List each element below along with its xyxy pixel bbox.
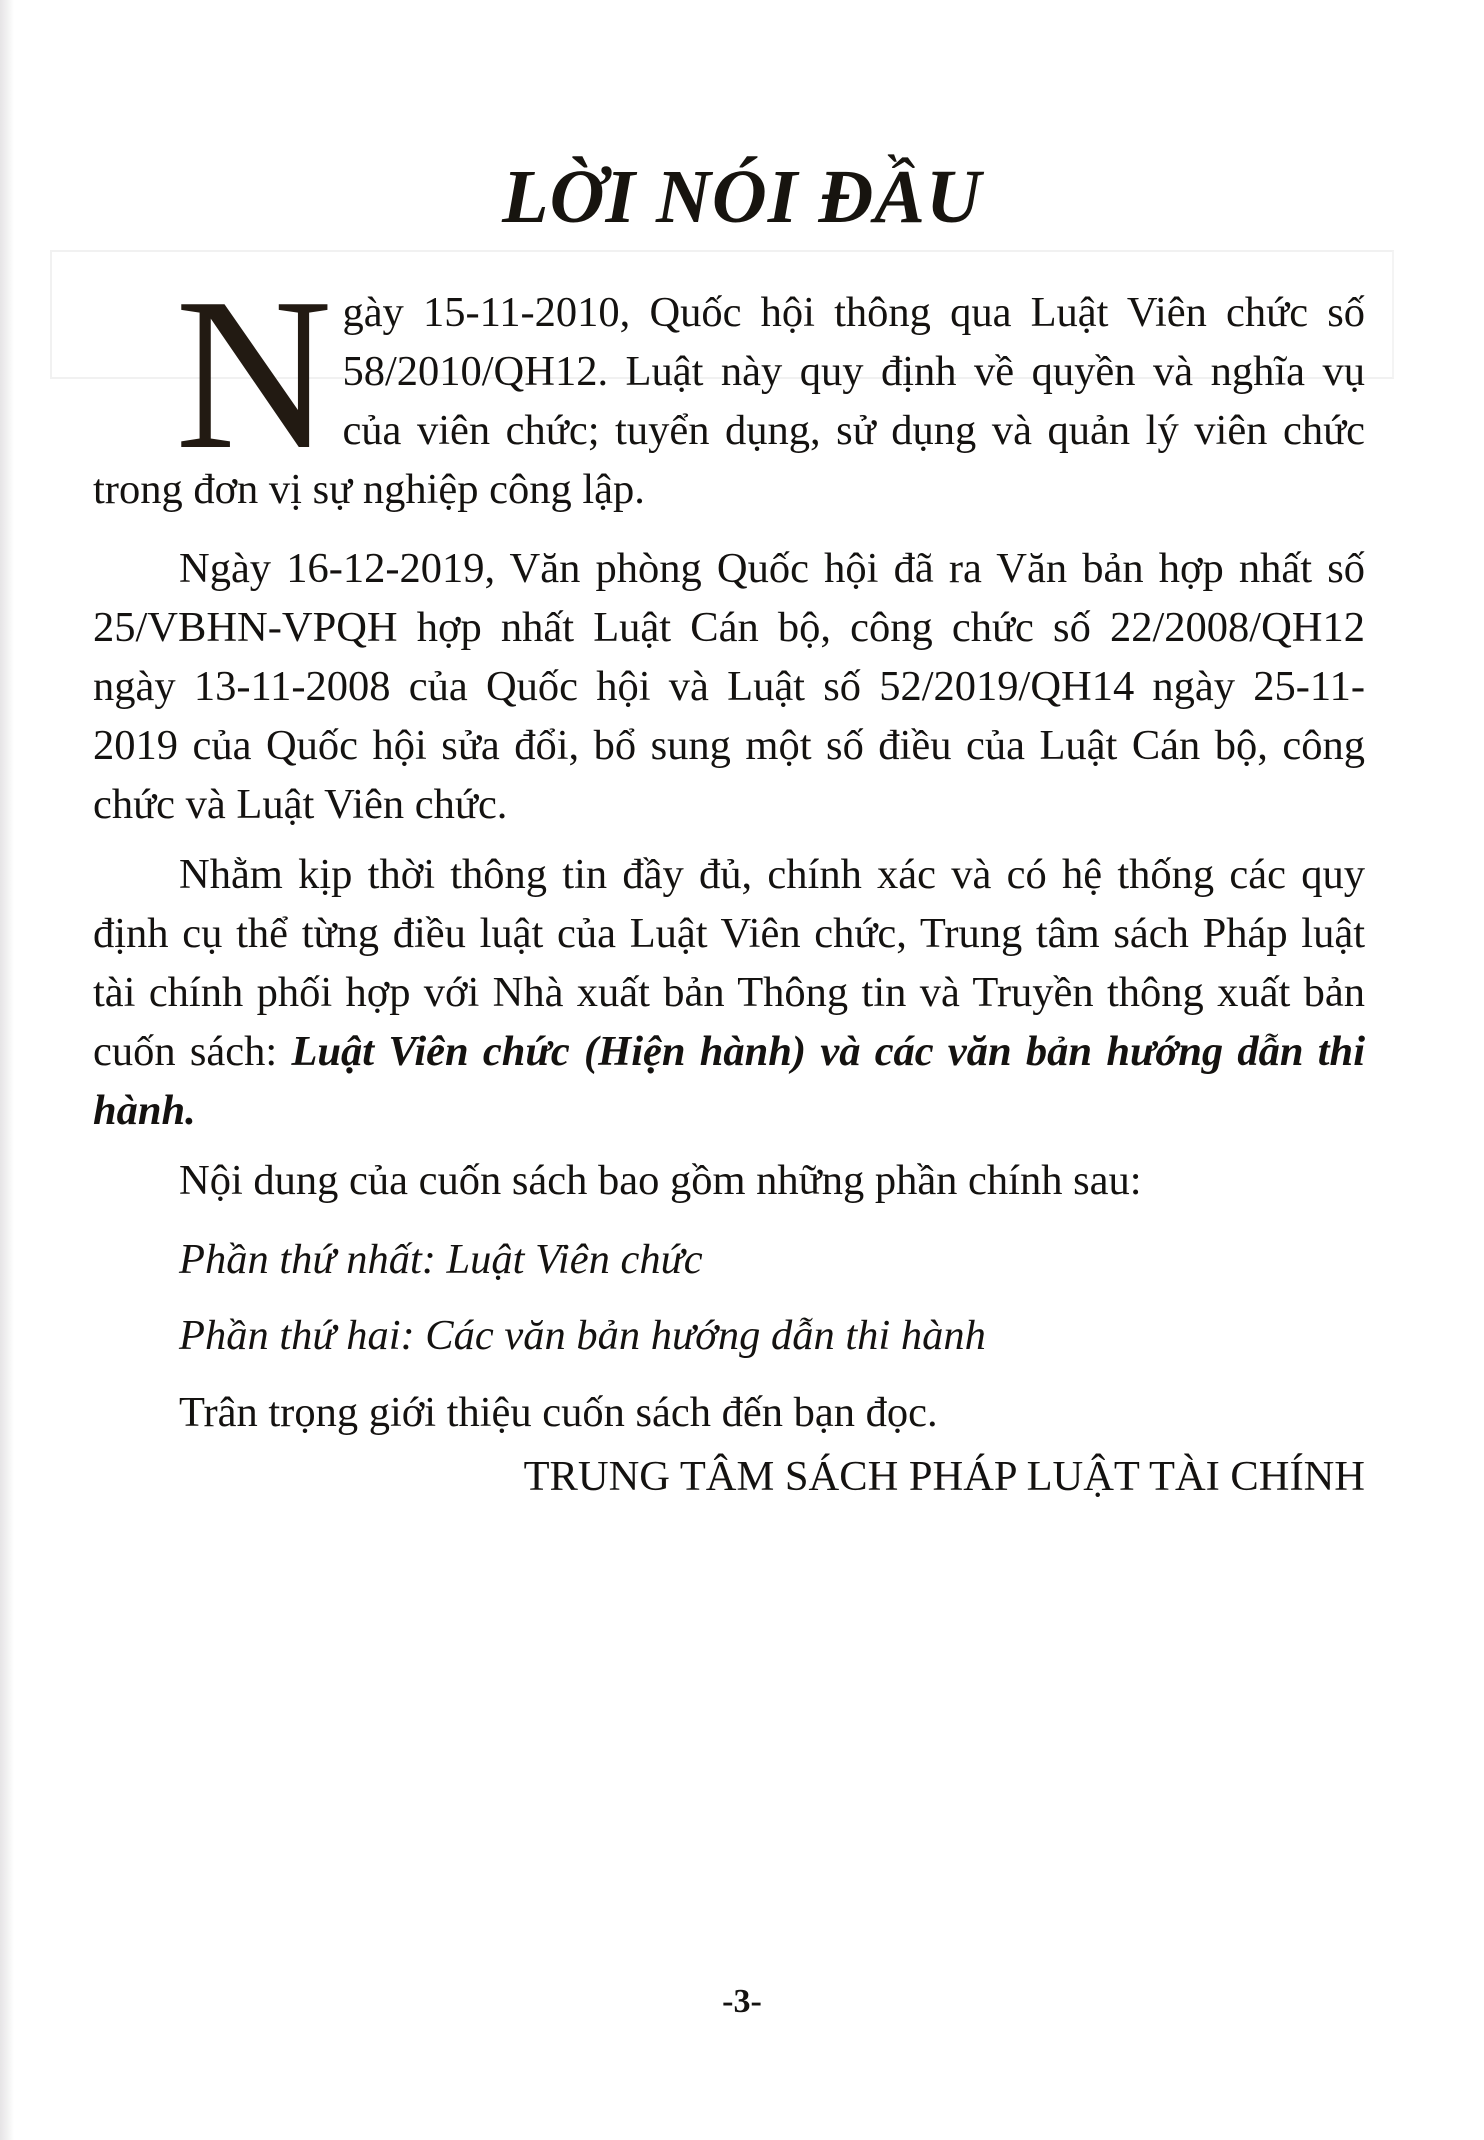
drop-cap: N <box>175 254 333 495</box>
signature: TRUNG TÂM SÁCH PHÁP LUẬT TÀI CHÍNH <box>523 1453 1365 1500</box>
paragraph-intro <box>93 254 1365 519</box>
page-number: -3- <box>722 1983 762 2020</box>
page-title: LỜI NÓI ĐẦU <box>502 154 982 239</box>
part-item-2: Phần thứ hai: Các văn bản hướng dẫn thi hành <box>179 1312 986 1359</box>
part-item-1: Phần thứ nhất: Luật Viên chức <box>179 1236 703 1283</box>
paragraph-purpose <box>93 845 1365 1140</box>
paragraph-intro-text: gày 15-11-2010, Quốc hội thông qua Luật Viên chức số 58/2010/QH12. Luật này quy định về quyền và nghĩa vụ của viên chức; tuyển dụng, sử dụng và quản lý viên chức trong đơn vị sự nghiệp công lập. <box>93 289 1365 513</box>
contents-intro: Nội dung của cuốn sách bao gồm những phần chính sau: <box>179 1157 1142 1204</box>
paragraph-purpose-text: Nhằm kịp thời thông tin đầy đủ, chính xác và có hệ thống các quy định cụ thể từng điều luật của Luật Viên chức, Trung tâm sách Pháp luật tài chính phối hợp với Nhà xuất bản Thông tin và Truyền thông xuất bản cuốn sách: <box>93 851 1365 1075</box>
closing-line: Trân trọng giới thiệu cuốn sách đến bạn đọc. <box>179 1389 938 1436</box>
book-title: Luật Viên chức (Hiện hành) và các văn bản hướng dẫn thi hành. <box>93 1028 1365 1134</box>
page-edge-shadow <box>0 0 14 2140</box>
paragraph-consolidation: Ngày 16-12-2019, Văn phòng Quốc hội đã ra Văn bản hợp nhất số 25/VBHN-VPQH hợp nhất Luật Cán bộ, công chức số 22/2008/QH12 ngày 13-11-2008 của Quốc hội và Luật số 52/2019/QH14 ngày 25-11-2019 của Quốc hội sửa đổi, bổ sung một số điều của Luật Cán bộ, công chức và Luật Viên chức. <box>93 545 1365 828</box>
